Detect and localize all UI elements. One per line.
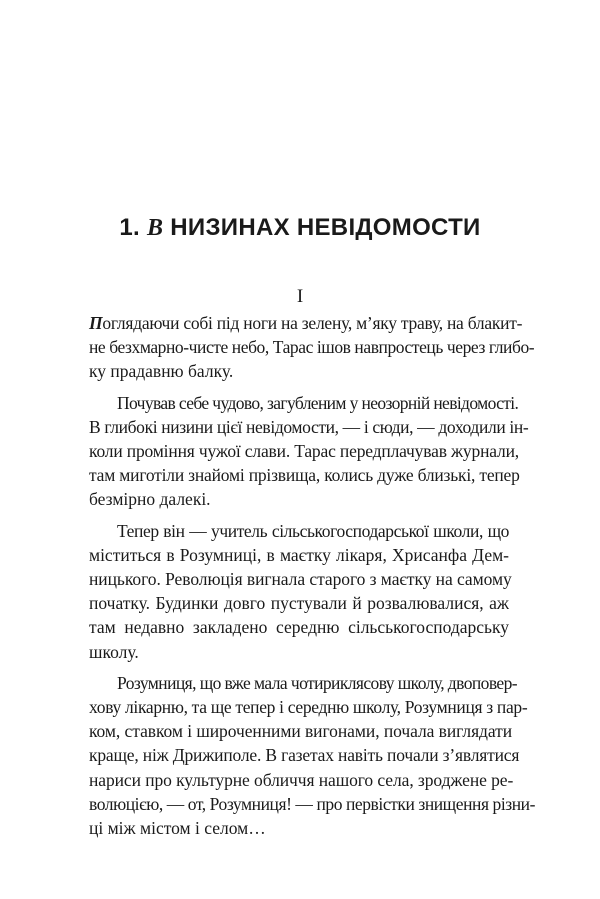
paragraph-line: В глибокі низини цієї невідомости, — і сюди, — доходили ін- — [89, 416, 529, 437]
paragraph-line — [89, 311, 523, 335]
paragraph — [89, 311, 535, 384]
paragraph-line: Розумниця, що вже мала чотириклясову школу, двоповер- — [117, 672, 518, 693]
paragraph-line: волюцією, — от, Розумниця! — про первістки знищення різни- — [89, 793, 536, 814]
paragraph-line: нариси про культурне обличчя нашого села, зроджене ре- — [89, 769, 514, 790]
paragraph-line: школу. — [89, 641, 139, 662]
paragraph-line: там недавно закладено середню сільськогосподарську — [89, 617, 509, 638]
paragraph — [89, 391, 529, 512]
chapter-number: 1. — [119, 214, 141, 241]
paragraph-line: ку прадавню балку. — [89, 361, 234, 382]
chapter-title-initial: В — [146, 215, 164, 241]
paragraph-line: початку. Будинки довго пустували й розвалювалися, аж — [89, 593, 509, 614]
paragraph-initial: П — [89, 313, 103, 333]
paragraph-line: міститься в Розумниці, в маєтку лікаря, Хрисанфа Дем- — [89, 544, 509, 565]
paragraph-line: ком, ставком і широченними вигонами, почала виглядати — [89, 721, 513, 742]
chapter-title-text: НИЗИНАХ НЕВІДОМОСТИ — [170, 214, 481, 241]
paragraph-line: коли проміння чужої слави. Тарас передплачував журнали, — [89, 441, 519, 462]
chapter-title — [0, 214, 600, 242]
paragraph-line: ці між містом і селом… — [89, 818, 266, 839]
paragraph-line: хову лікарню, та ще тепер і середню школу, Розумниця з пар- — [89, 697, 528, 718]
paragraph — [89, 519, 512, 664]
paragraph-line: Почував себе чудово, загубленим у неозорній невідомості. — [117, 392, 519, 413]
paragraph-line: не безхмарно-чисте небо, Тарас ішов навпростець через глибо- — [89, 337, 535, 358]
paragraph-line: краще, ніж Дрижиполе. В газетах навіть почали з’являтися — [89, 745, 520, 766]
paragraph-line: ницького. Революція вигнала старого з маєтку на самому — [89, 569, 512, 590]
paragraph-line: Тепер він — учитель сільськогосподарської школи, що — [117, 520, 509, 541]
line-text: оглядаючи собі під ноги на зелену, м’яку траву, на блакит- — [102, 313, 523, 333]
body-text — [89, 311, 536, 840]
paragraph — [89, 671, 536, 840]
section-number: I — [296, 286, 304, 307]
paragraph-line: безмірно далекі. — [89, 489, 211, 510]
paragraph-line: там миготіли знайомі прізвища, колись дуже близькі, тепер — [89, 465, 520, 486]
